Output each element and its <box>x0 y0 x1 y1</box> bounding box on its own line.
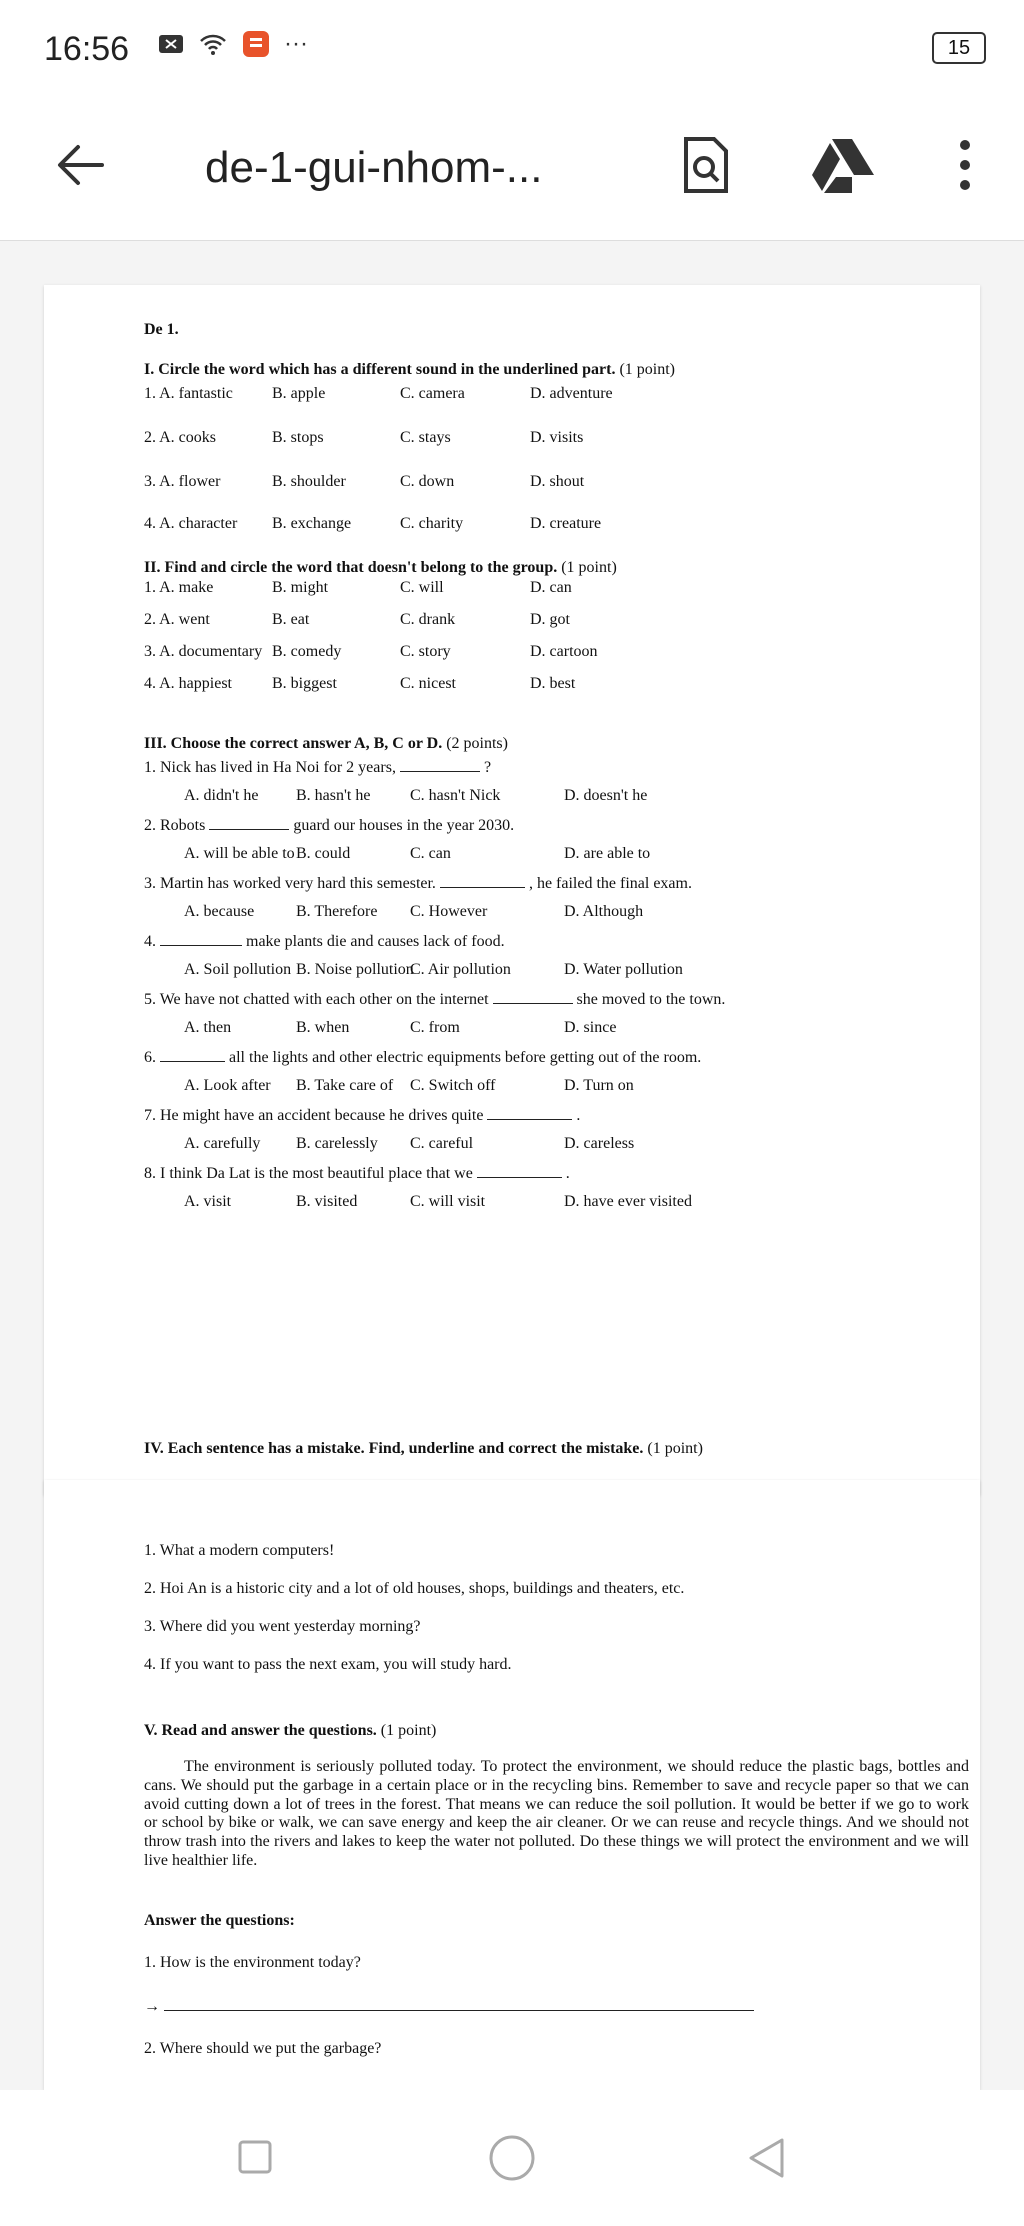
section-1-points: (1 point) <box>619 361 675 378</box>
question-text-end: guard our houses in the year 2030. <box>293 817 515 834</box>
answer-option: D. have ever visited <box>564 1193 692 1210</box>
option-item: D. adventure <box>530 385 613 402</box>
answer-option: B. carelessly <box>296 1135 378 1152</box>
option-item: 2. A. went <box>144 611 210 628</box>
answer-option: B. Take care of <box>296 1077 394 1094</box>
mistake-sentence: 3. Where did you went yesterday morning? <box>144 1618 421 1635</box>
mistake-sentence: 2. Hoi An is a historic city and a lot of old houses, shops, buildings and theaters, etc. <box>144 1580 685 1597</box>
answer-option: A. didn't he <box>184 787 259 804</box>
section-3-title-text: III. Choose the correct answer A, B, C or D. <box>144 735 443 752</box>
question-text-end: make plants die and causes lack of food. <box>246 933 505 950</box>
option-item: B. stops <box>272 429 324 446</box>
document-title: de-1-gui-nhom-... <box>205 143 543 192</box>
section-5-title-text: V. Read and answer the questions. <box>144 1722 377 1739</box>
answer-blank[interactable] <box>160 944 242 946</box>
section-4-points: (1 point) <box>647 1440 703 1457</box>
option-item: C. camera <box>400 385 465 402</box>
question-stem <box>144 875 692 893</box>
answer-option: D. doesn't he <box>564 787 648 804</box>
status-time: 16:56 <box>44 30 130 68</box>
app-bar <box>0 105 1024 241</box>
option-item: B. shoulder <box>272 473 346 490</box>
section-1-title <box>144 361 675 379</box>
question-text-end: ? <box>483 759 492 776</box>
reading-passage: The environment is seriously polluted today. To protect the environment, we should reduce the plastic bags, bottles and cans. We should put the garbage in a certain place or in the recycling bins. Remember to save and recycle paper so that we can avoid cutting down a lot of trees in the forest. That means we can reduce the soil pollution. It would be better if we go to work or school by bike or walk, we can save energy and keep the air cleaner. Or we can reuse and recycle things. And we should not throw trash into the rivers and lakes to keep the water not polluted. Do these things we will protect the environment and we will live healthier life. <box>144 1758 969 1869</box>
question-stem <box>144 991 725 1009</box>
answer-option: B. hasn't he <box>296 787 371 804</box>
answer-blank-1 <box>164 2009 754 2011</box>
option-item: C. down <box>400 473 455 490</box>
option-item: B. might <box>272 579 329 596</box>
answer-blank[interactable] <box>477 1176 562 1178</box>
section-5-points: (1 point) <box>380 1722 437 1739</box>
answer-option: D. Turn on <box>564 1077 634 1094</box>
document-page-2 <box>44 1480 980 2090</box>
question-text-start: 5. We have not chatted with each other on the internet <box>144 991 489 1008</box>
question-text-start: 3. Martin has worked very hard this semester. <box>144 875 436 892</box>
search-in-document-icon[interactable] <box>680 135 732 195</box>
status-icons <box>158 30 308 58</box>
question-stem <box>144 1165 570 1183</box>
document-page-1 <box>44 285 980 1495</box>
answer-option: C. can <box>410 845 451 862</box>
option-item: B. exchange <box>272 515 352 532</box>
option-item: 3. A. documentary <box>144 643 263 660</box>
answer-option: D. careless <box>564 1135 635 1152</box>
option-item: B. biggest <box>272 675 337 692</box>
answer-blank[interactable] <box>209 828 289 830</box>
option-item: B. comedy <box>272 643 342 660</box>
answer-option: C. careful <box>410 1135 474 1152</box>
section-4-title-text: IV. Each sentence has a mistake. Find, underline and correct the mistake. <box>144 1440 644 1457</box>
answer-blank[interactable] <box>400 770 480 772</box>
section-3-points: (2 points) <box>446 735 508 752</box>
answer-option: D. since <box>564 1019 617 1036</box>
option-item: D. shout <box>530 473 585 490</box>
question-stem <box>144 1107 580 1125</box>
mistake-sentence: 1. What a modern computers! <box>144 1542 335 1559</box>
option-item: D. got <box>530 611 570 628</box>
exam-heading: De 1. <box>144 321 179 338</box>
answer-blank[interactable] <box>493 1002 573 1004</box>
question-text-start: 8. I think Da Lat is the most beautiful place that we <box>144 1165 473 1182</box>
question-stem <box>144 1049 701 1067</box>
back-arrow-icon[interactable] <box>50 135 110 195</box>
more-options-icon[interactable] <box>955 135 975 195</box>
wifi-icon <box>198 32 228 56</box>
option-item: C. drank <box>400 611 456 628</box>
answer-option: A. Look after <box>184 1077 271 1094</box>
question-text-start: 2. Robots <box>144 817 206 834</box>
answer-option: A. visit <box>184 1193 232 1210</box>
answer-heading: Answer the questions: <box>144 1912 295 1929</box>
answer-option: C. However <box>410 903 488 920</box>
question-text-end: , he failed the final exam. <box>528 875 692 892</box>
option-item: C. charity <box>400 515 464 532</box>
answer-option: B. could <box>296 845 351 862</box>
question-stem <box>144 933 505 951</box>
back-nav-icon[interactable] <box>746 2136 786 2180</box>
notification-icon <box>158 33 184 55</box>
option-item: C. stays <box>400 429 451 446</box>
section-2-points: (1 point) <box>561 559 617 576</box>
section-2-title-text: II. Find and circle the word that doesn't belong to the group. <box>144 559 558 576</box>
arrow-icon: → <box>144 1998 160 2015</box>
option-item: 1. A. make <box>144 579 214 596</box>
answer-option: B. Therefore <box>296 903 378 920</box>
home-icon[interactable] <box>488 2134 536 2182</box>
answer-blank[interactable] <box>160 1060 225 1062</box>
section-1-title-text: I. Circle the word which has a different sound in the underlined part. <box>144 361 616 378</box>
question-text-end: . <box>565 1165 570 1182</box>
answer-option: A. Soil pollution <box>184 961 292 978</box>
question-text-start: 6. <box>144 1049 156 1066</box>
option-item: 4. A. character <box>144 515 238 532</box>
option-item: D. best <box>530 675 576 692</box>
answer-option: C. from <box>410 1019 460 1036</box>
answer-option: D. are able to <box>564 845 651 862</box>
answer-option: B. when <box>296 1019 350 1036</box>
question-1: 1. How is the environment today? <box>144 1954 361 1971</box>
option-item: B. apple <box>272 385 326 402</box>
option-item: 3. A. flower <box>144 473 221 490</box>
option-item: C. nicest <box>400 675 456 692</box>
option-item: 2. A. cooks <box>144 429 216 446</box>
answer-option: C. hasn't Nick <box>410 787 501 804</box>
option-item: D. can <box>530 579 572 596</box>
battery-indicator: 15 <box>932 32 986 64</box>
navigation-bar <box>0 2090 1024 2226</box>
question-text-start: 4. <box>144 933 156 950</box>
more-notifications-icon: ··· <box>284 30 308 57</box>
answer-option: A. then <box>184 1019 232 1036</box>
question-text-start: 7. He might have an accident because he drives quite <box>144 1107 484 1124</box>
question-stem <box>144 759 491 777</box>
section-3-title <box>144 735 508 753</box>
option-item: D. visits <box>530 429 584 446</box>
answer-option: D. Although <box>564 903 644 920</box>
question-text-end: she moved to the town. <box>576 991 726 1008</box>
question-text-end: . <box>576 1107 581 1124</box>
question-stem <box>144 817 514 835</box>
option-item: D. cartoon <box>530 643 598 660</box>
recent-apps-icon[interactable] <box>238 2140 272 2174</box>
question-text-end: all the lights and other electric equipments before getting out of the room. <box>229 1049 702 1066</box>
option-item: 4. A. happiest <box>144 675 232 692</box>
answer-option: B. Noise pollution <box>296 961 414 978</box>
answer-option: A. will be able to <box>184 845 295 862</box>
option-item: C. story <box>400 643 451 660</box>
answer-line-1 <box>144 1998 754 2016</box>
app-notification-icon <box>242 30 270 58</box>
question-2: 2. Where should we put the garbage? <box>144 2040 382 2057</box>
option-item: C. will <box>400 579 444 596</box>
answer-option: D. Water pollution <box>564 961 683 978</box>
answer-option: C. will visit <box>410 1193 486 1210</box>
answer-option: C. Air pollution <box>410 961 511 978</box>
section-5-title <box>144 1722 436 1740</box>
option-item: 1. A. fantastic <box>144 385 233 402</box>
mistake-sentence: 4. If you want to pass the next exam, you will study hard. <box>144 1656 512 1673</box>
answer-option: A. carefully <box>184 1135 261 1152</box>
answer-option: B. visited <box>296 1193 358 1210</box>
section-2-title <box>144 559 617 577</box>
option-item: B. eat <box>272 611 310 628</box>
section-4-title <box>144 1440 703 1458</box>
question-text-start: 1. Nick has lived in Ha Noi for 2 years, <box>144 759 396 776</box>
answer-blank[interactable] <box>487 1118 572 1120</box>
option-item: D. creature <box>530 515 602 532</box>
answer-option: C. Switch off <box>410 1077 496 1094</box>
answer-option: A. because <box>184 903 255 920</box>
status-bar <box>0 0 1024 105</box>
answer-blank[interactable] <box>440 886 525 888</box>
add-to-drive-icon[interactable] <box>810 135 880 195</box>
